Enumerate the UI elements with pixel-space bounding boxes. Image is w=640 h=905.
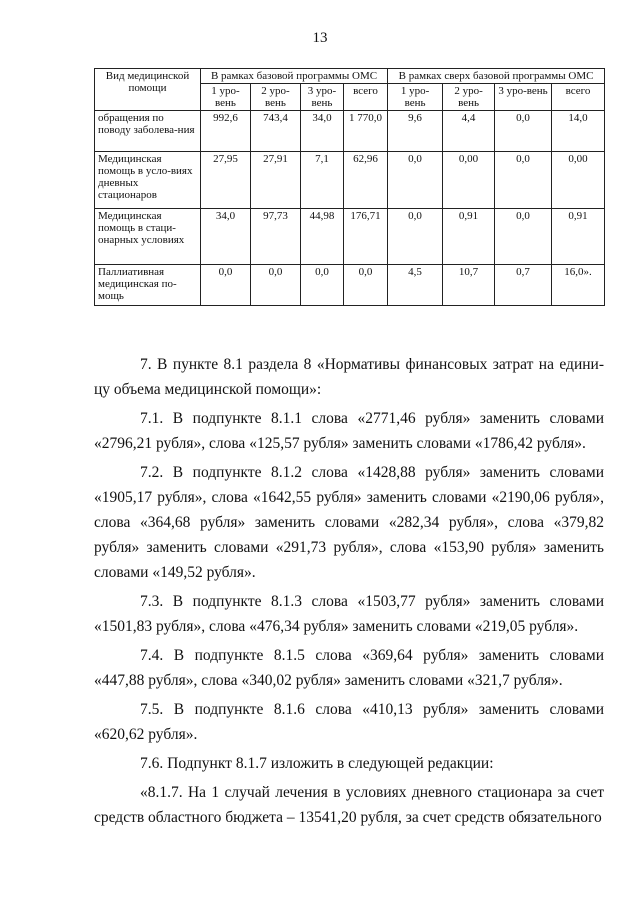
table-header-row — [95, 69, 605, 84]
paragraph: 7.5. В подпункте 8.1.6 слова «410,13 рубля» заменить словами «620,62 рубля». — [94, 701, 604, 743]
table-cell: 743,4 — [251, 111, 301, 152]
table-cell: 9,6 — [388, 111, 443, 152]
table-row — [95, 265, 605, 306]
table-cell: 0,0 — [388, 209, 443, 265]
subheader-cell: 2 уро-вень — [251, 84, 301, 111]
table-cell: 0,00 — [443, 152, 495, 209]
table-row — [95, 209, 605, 265]
norms-table — [94, 68, 605, 306]
document-body — [94, 352, 604, 834]
table-cell: 0,00 — [552, 152, 605, 209]
subheader-cell: 1 уро-вень — [201, 84, 251, 111]
paragraph: «8.1.7. На 1 случай лечения в условиях дневного стационара за счет средств областного бюджета – 13541,20 рубля, за счет средств обязательного — [94, 784, 604, 826]
subheader-cell: всего — [344, 84, 388, 111]
table-cell: 34,0 — [201, 209, 251, 265]
table-cell: 0,0 — [388, 152, 443, 209]
table-row — [95, 111, 605, 152]
table-cell: 0,91 — [443, 209, 495, 265]
paragraph: 7.6. Подпункт 8.1.7 изложить в следующей редакции: — [140, 755, 494, 772]
row-label: Медицинская помощь в стаци-онарных условиях — [95, 209, 201, 265]
table-cell: 0,0 — [344, 265, 388, 306]
table-cell: 7,1 — [301, 152, 344, 209]
table-cell: 0,0 — [495, 111, 552, 152]
row-label: Медицинская помощь в усло-виях дневных стационаров — [95, 152, 201, 209]
table-row — [95, 152, 605, 209]
subheader-cell: 3 уро-вень — [495, 84, 552, 111]
table-cell: 27,95 — [201, 152, 251, 209]
table-cell: 4,4 — [443, 111, 495, 152]
table-cell: 0,0 — [201, 265, 251, 306]
table-cell: 992,6 — [201, 111, 251, 152]
row-label: Паллиативная медицинская по-мощь — [95, 265, 201, 306]
subheader-cell: 2 уро-вень — [443, 84, 495, 111]
table-cell: 10,7 — [443, 265, 495, 306]
table-cell: 176,71 — [344, 209, 388, 265]
table-cell: 27,91 — [251, 152, 301, 209]
table-cell: 34,0 — [301, 111, 344, 152]
table-cell: 0,7 — [495, 265, 552, 306]
paragraph: 7.3. В подпункте 8.1.3 слова «1503,77 рубля» заменить словами «1501,83 рубля», слова «476,34 рубля» заменить словами «219,05 рубля». — [94, 593, 604, 635]
table-cell: 62,96 — [344, 152, 388, 209]
paragraph: 7.1. В подпункте 8.1.1 слова «2771,46 рубля» заменить словами «2796,21 рубля», слова «125,57 рубля» заменить словами «1786,42 рубля». — [94, 410, 604, 452]
table-cell: 1 770,0 — [344, 111, 388, 152]
table-cell: 0,0 — [251, 265, 301, 306]
header-base-program: В рамках базовой программы ОМС — [201, 69, 388, 84]
table-cell: 0,91 — [552, 209, 605, 265]
paragraph: 7.2. В подпункте 8.1.2 слова «1428,88 рубля» заменить словами «1905,17 рубля», слова «1642,55 рубля» заменить словами «2190,06 рубля», слова «364,68 рубля» заменить словами «282,34 рубля», слова «379,82 рубля» заменить словами «291,73 рубля», слова «153,90 рубля» заменить словами «149,52 рубля». — [94, 464, 604, 581]
row-label: обращения по поводу заболева-ния — [95, 111, 201, 152]
table-cell: 16,0». — [552, 265, 605, 306]
subheader-cell: 3 уро-вень — [301, 84, 344, 111]
table-cell: 14,0 — [552, 111, 605, 152]
table-cell: 0,0 — [495, 152, 552, 209]
header-over-base-program: В рамках сверх базовой программы ОМС — [388, 69, 605, 84]
table-cell: 4,5 — [388, 265, 443, 306]
subheader-cell: 1 уро-вень — [388, 84, 443, 111]
page-number: 13 — [312, 30, 328, 46]
table-cell: 44,98 — [301, 209, 344, 265]
paragraph: 7.4. В подпункте 8.1.5 слова «369,64 рубля» заменить словами «447,88 рубля», слова «340,02 рубля» заменить словами «321,7 рубля». — [94, 647, 604, 689]
header-care-type: Вид медицинской помощи — [95, 69, 201, 111]
table-cell: 97,73 — [251, 209, 301, 265]
paragraph: 7. В пункте 8.1 раздела 8 «Нормативы финансовых затрат на едини-цу объема медицинской помощи»: — [94, 356, 604, 398]
table-cell: 0,0 — [495, 209, 552, 265]
table-cell: 0,0 — [301, 265, 344, 306]
subheader-cell: всего — [552, 84, 605, 111]
